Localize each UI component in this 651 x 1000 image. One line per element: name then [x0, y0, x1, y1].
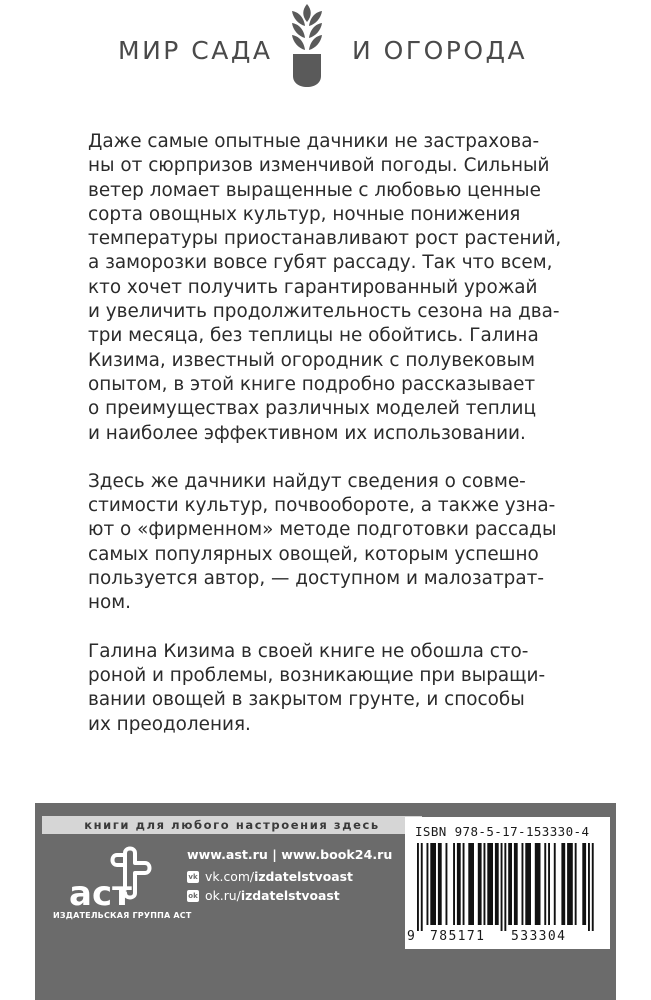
barcode-bar — [417, 843, 419, 931]
ok-name: izdatelstvoast — [240, 888, 340, 903]
vk-icon: vk — [188, 872, 198, 881]
barcode-bar — [478, 843, 482, 925]
text-line: опытом, в этой книге подробно рассказывает — [88, 373, 536, 395]
barcode-bar — [592, 843, 594, 931]
annotation-text — [88, 130, 568, 737]
logo-text: аст — [69, 874, 132, 914]
barcode-bar — [468, 843, 474, 925]
barcode-bar — [588, 843, 590, 931]
text-line: и увеличить продолжительность сезона на два- — [88, 301, 560, 323]
barcode-bar — [575, 843, 577, 925]
barcode-bar — [508, 843, 512, 925]
text-line: кто хочет получить гарантированный урожай — [88, 276, 538, 298]
text-line: о преимуществах различных моделей теплиц — [88, 398, 536, 420]
text-line: ны от сюрпризов изменчивой погоды. Сильный — [88, 155, 550, 177]
isbn-text: ISBN 978-5-17-153330-4 — [415, 824, 590, 839]
barcode-bar — [525, 843, 531, 925]
ok-link — [187, 888, 340, 903]
text-line: ном. — [88, 592, 131, 614]
text-line: три месяца, без теплицы не обойтись. Галина — [88, 325, 539, 347]
text-line: вании овощей в закрытом грунте, и способы — [88, 689, 525, 711]
tagline: книги для любого настроения здесь — [84, 818, 380, 832]
barcode-bar — [446, 843, 448, 925]
barcode-bar — [457, 843, 461, 925]
barcode-bar — [495, 843, 499, 925]
barcode-bar — [484, 843, 486, 925]
text-line: Даже самые опытные дачники не застрахова- — [88, 131, 540, 152]
text-line: и наиболее эффективном их использовании. — [88, 422, 526, 444]
paragraph-2 — [88, 470, 568, 616]
publisher-footer — [35, 803, 616, 1000]
ok-prefix: ok.ru/ — [205, 888, 241, 903]
website-links: www.ast.ru | www.book24.ru — [187, 847, 393, 862]
paragraph-3 — [88, 640, 568, 737]
series-title-left: МИР САДА — [118, 36, 273, 65]
text-line: стимости культур, почвообороте, а также узна- — [88, 495, 556, 517]
barcode-bar — [453, 843, 455, 925]
text-line: Здесь же дачники найдут сведения о совме- — [88, 470, 526, 492]
series-title-right: И ОГОРОДА — [352, 36, 528, 65]
ok-icon: ok — [188, 891, 198, 900]
vk-link — [187, 869, 353, 884]
vk-name: izdatelstvoast — [254, 869, 353, 884]
barcode-bar — [582, 843, 586, 925]
paragraph-1 — [88, 130, 568, 446]
barcode-bars — [417, 843, 599, 931]
text-line: а заморозки вовсе губят рассаду. Так что всем, — [88, 252, 553, 274]
barcode-bar — [427, 843, 429, 925]
publisher-name: ИЗДАТЕЛЬСКАЯ ГРУППА АСТ — [53, 911, 192, 920]
barcode-bar — [438, 843, 442, 925]
barcode-bar — [504, 843, 506, 931]
isbn-barcode — [405, 817, 610, 949]
vk-prefix: vk.com/ — [205, 869, 255, 884]
barcode-bar — [561, 843, 565, 925]
ean-right-group: 533304 — [511, 929, 567, 944]
text-line: пользуется автор, — доступном и малозатрат- — [88, 568, 544, 590]
text-line: их преодоления. — [88, 713, 251, 735]
barcode-bar — [487, 843, 493, 925]
text-line: ют о «фирменном» методе подготовки рассады — [88, 519, 557, 541]
barcode-bar — [522, 843, 524, 925]
text-line: ветер ломает выращенные с любовью ценные — [88, 179, 541, 201]
text-line: сорта овощных культур, ночные понижения — [88, 203, 521, 225]
tagline-bar — [42, 816, 422, 834]
text-line: самых популярных овощей, которым успешно — [88, 543, 539, 565]
barcode-bar — [548, 843, 550, 925]
barcode-bar — [514, 843, 518, 925]
ean-first-digit: 9 — [407, 929, 415, 944]
barcode-bar — [554, 843, 556, 925]
text-line: Галина Кизима в своей книге не обошла сто- — [88, 640, 529, 662]
sprout-shovel-icon — [287, 2, 327, 88]
barcode-bar — [463, 843, 465, 925]
barcode-bar — [501, 843, 503, 931]
barcode-bar — [535, 843, 541, 925]
barcode-bar — [544, 843, 546, 925]
text-line: температуры приостанавливают рост растений, — [88, 228, 562, 250]
barcode-bar — [430, 843, 436, 925]
barcode-bar — [421, 843, 423, 931]
text-line: роной и проблемы, возникающие при выращи- — [88, 664, 546, 686]
barcode-bar — [567, 843, 573, 925]
ean-left-group: 785171 — [430, 929, 486, 944]
text-line: Кизима, известный огородник с полувековым — [88, 349, 535, 371]
